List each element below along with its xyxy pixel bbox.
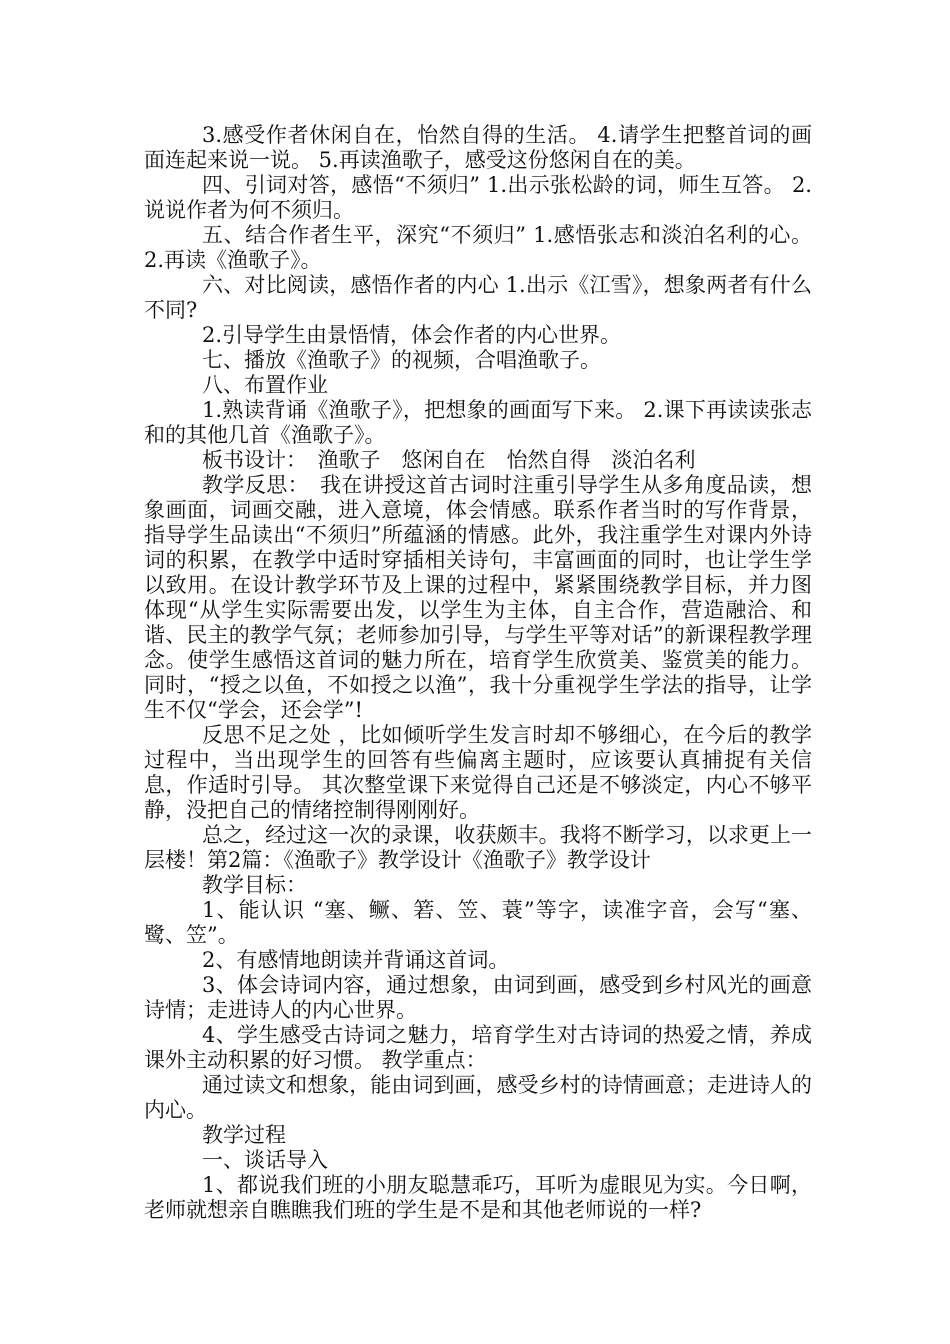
paragraph-teaching-process-heading: 教学过程 bbox=[202, 1123, 286, 1147]
paragraph-homework: 1.熟读背诵《渔歌子》，把想象的画面写下来。 2.课下再读读张志和的其他几首《渔歌子》。 bbox=[144, 398, 812, 447]
paragraph-teaching-goals-heading: 教学目标： bbox=[202, 873, 307, 897]
paragraph-goal-3: 3、体会诗词内容，通过想象，由词到画，感受到乡村风光的画意诗情；走进诗人的内心世界。 bbox=[144, 973, 812, 1022]
paragraph-key-points: 通过读文和想象，能由词到画，感受乡村的诗情画意；走进诗人的内心。 bbox=[144, 1073, 812, 1122]
paragraph-summary: 总之，经过这一次的录课，收获颇丰。我将不断学习，以求更上一层楼！第2篇：《渔歌子》教学设计《渔歌子》教学设计 bbox=[144, 823, 812, 872]
paragraph-intro-heading: 一、谈话导入 bbox=[202, 1148, 328, 1172]
paragraph-blackboard-design: 板书设计： 渔歌子 悠闲自在 怡然自得 淡泊名利 bbox=[202, 448, 696, 472]
paragraph-step-3-5: 3.感受作者休闲自在，怡然自得的生活。 4.请学生把整首词的画面连起来说一说。 5.再读渔歌子，感受这份悠闲自在的美。 bbox=[144, 123, 812, 172]
paragraph-goal-1: 1、能认识 “塞、鳜、箬、笠、蓑”等字，读准字音，会写“塞、鹭、笠”。 bbox=[144, 898, 812, 947]
paragraph-shortcomings: 反思不足之处 ，比如倾听学生发言时却不够细心，在今后的教学过程中，当出现学生的回答有些偏离主题时，应该要认真捕捉有关信息，作适时引导。 其次整堂课下来觉得自己还是不够淡定，内心不够平静，没把自己的情绪控制得刚刚好。 bbox=[144, 723, 812, 822]
paragraph-intro-step-1: 1、都说我们班的小朋友聪慧乖巧，耳听为虚眼见为实。今日啊，老师就想亲自瞧瞧我们班的学生是不是和其他老师说的一样? bbox=[144, 1173, 812, 1222]
paragraph-section-6: 六、对比阅读，感悟作者的内心 1.出示《江雪》，想象两者有什么不同? bbox=[144, 273, 812, 322]
paragraph-section-4: 四、引词对答，感悟“不须归” 1.出示张松龄的词，师生互答。 2.说说作者为何不须归。 bbox=[144, 173, 812, 222]
paragraph-section-7: 七、播放《渔歌子》的视频，合唱渔歌子。 bbox=[202, 348, 601, 372]
document-body bbox=[144, 123, 812, 1223]
paragraph-section-5: 五、结合作者生平，深究“不须归” 1.感悟张志和淡泊名利的心。 2.再读《渔歌子》。 bbox=[144, 223, 812, 272]
paragraph-teaching-reflection: 教学反思： 我在讲授这首古词时注重引导学生从多角度品读，想象画面，词画交融，进入意境，体会情感。联系作者当时的写作背景，指导学生品读出“不须归”所蕴涵的情感。此外，我注重学生对课内外诗词的积累，在教学中适时穿插相关诗句，丰富画面的同时，也让学生学以致用。在设计教学环节及上课的过程中，紧紧围绕教学目标，并力图体现“从学生实际需要出发，以学生为主体，自主合作，营造融洽、和谐、民主的教学气氛；老师参加引导，与学生平等对话”的新课程教学理念。使学生感悟这首词的魅力所在，培育学生欣赏美、鉴赏美的能力。同时，“授之以鱼，不如授之以渔”，我十分重视学生学法的指导，让学生不仅“学会，还会学”! bbox=[144, 473, 812, 722]
paragraph-goal-4: 4、学生感受古诗词之魅力，培育学生对古诗词的热爱之情，养成课外主动积累的好习惯。 教学重点： bbox=[144, 1023, 812, 1072]
paragraph-goal-2: 2、有感情地朗读并背诵这首词。 bbox=[202, 948, 510, 972]
paragraph-section-6-step-2: 2.引导学生由景悟情，体会作者的内心世界。 bbox=[202, 323, 622, 347]
paragraph-section-8-heading: 八、布置作业 bbox=[202, 373, 328, 397]
